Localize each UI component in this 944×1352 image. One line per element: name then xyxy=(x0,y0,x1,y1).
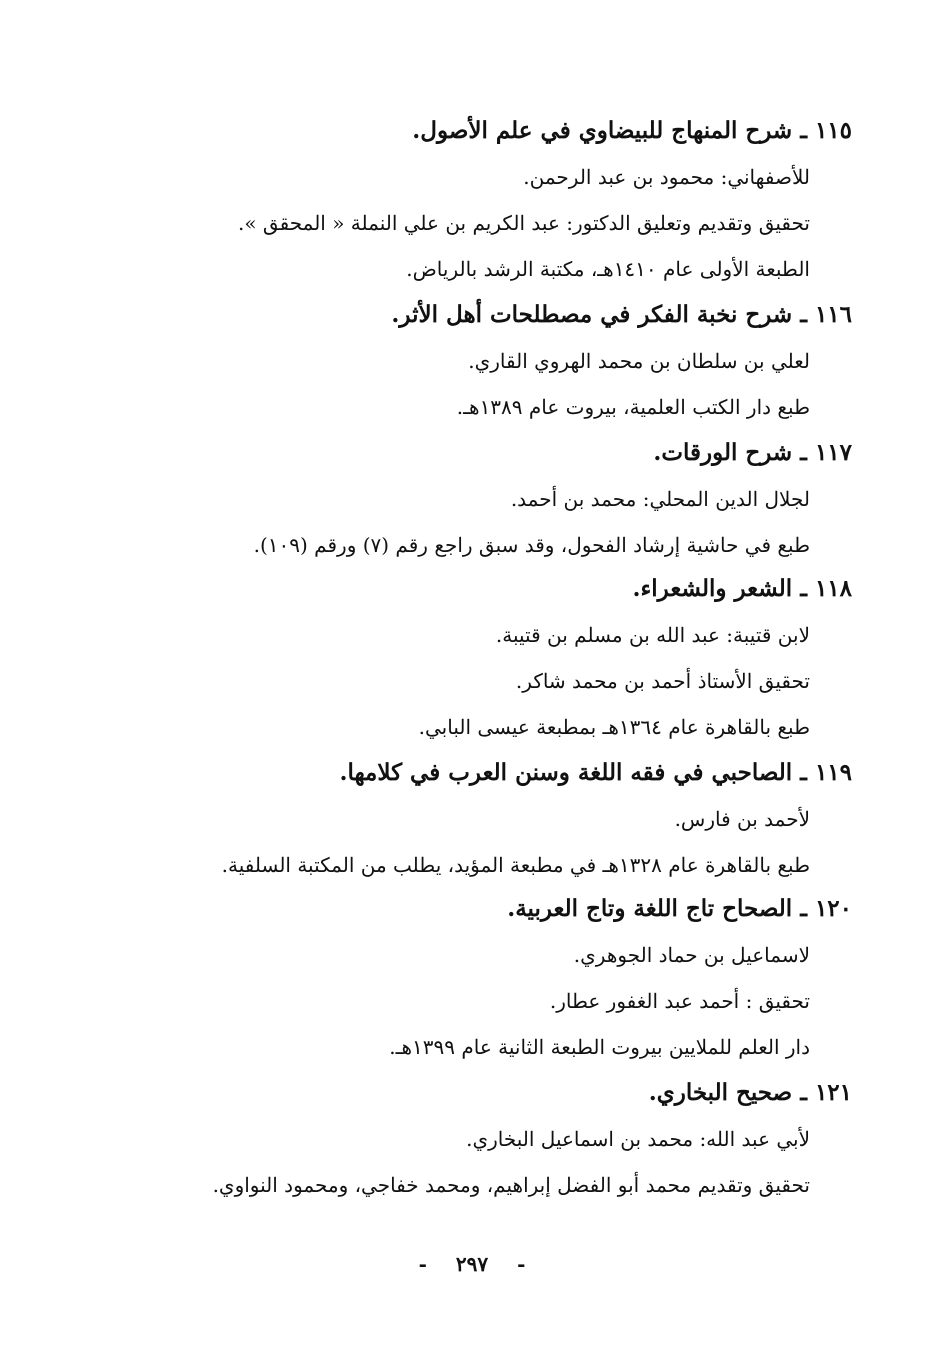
entry-line: تحقيق وتقديم وتعليق الدكتور: عبد الكريم بن علي النملة « المحقق ». xyxy=(237,211,810,235)
entry-115 xyxy=(132,108,852,292)
entry-heading: ١١٨ ـ الشعر والشعراء. xyxy=(632,575,852,602)
footer-dash-right: - xyxy=(517,1252,526,1276)
entry-line: طبع في حاشية إرشاد الفحول، وقد سبق راجع رقم (٧) ورقم (١٠٩). xyxy=(253,533,810,557)
entry-line: طبع دار الكتب العلمية، بيروت عام ١٣٨٩هـ. xyxy=(456,395,810,419)
entry-line: لأحمد بن فارس. xyxy=(674,807,810,831)
entry-heading: ١٢١ ـ صحيح البخاري. xyxy=(648,1079,852,1106)
entry-line: لجلال الدين المحلي: محمد بن أحمد. xyxy=(510,487,810,511)
entry-line: تحقيق الأستاذ أحمد بن محمد شاكر. xyxy=(515,669,810,693)
entry-heading: ١٢٠ ـ الصحاح تاج اللغة وتاج العربية. xyxy=(507,895,852,922)
entry-heading: ١١٩ ـ الصاحبي في فقه اللغة وسنن العرب في كلامها. xyxy=(339,759,852,786)
entry-119 xyxy=(132,750,852,888)
page-footer xyxy=(0,1252,944,1276)
entry-118 xyxy=(132,566,852,750)
entry-line: تحقيق : أحمد عبد الغفور عطار. xyxy=(549,989,810,1013)
entry-117 xyxy=(132,430,852,568)
entry-line: دار العلم للملايين بيروت الطبعة الثانية عام ١٣٩٩هـ. xyxy=(389,1035,810,1059)
entry-heading: ١١٥ ـ شرح المنهاج للبيضاوي في علم الأصول. xyxy=(412,117,852,144)
footer-dash-left: - xyxy=(418,1252,427,1276)
entry-line: الطبعة الأولى عام ١٤١٠هـ، مكتبة الرشد بالرياض. xyxy=(406,257,810,281)
entry-line: لابن قتيبة: عبد الله بن مسلم بن قتيبة. xyxy=(495,623,810,647)
entry-121 xyxy=(132,1070,852,1208)
entry-120 xyxy=(132,886,852,1070)
entry-116 xyxy=(132,292,852,430)
entry-line: لأبي عبد الله: محمد بن اسماعيل البخاري. xyxy=(466,1127,810,1151)
entry-line: تحقيق وتقديم محمد أبو الفضل إبراهيم، ومحمد خفاجي، ومحمود النواوي. xyxy=(212,1173,810,1197)
entry-line: لعلي بن سلطان بن محمد الهروي القاري. xyxy=(468,349,810,373)
entry-heading: ١١٦ ـ شرح نخبة الفكر في مصطلحات أهل الأثر. xyxy=(391,301,852,328)
entry-heading: ١١٧ ـ شرح الورقات. xyxy=(653,439,852,466)
entry-line: لاسماعيل بن حماد الجوهري. xyxy=(573,943,810,967)
entry-line: للأصفهاني: محمود بن عبد الرحمن. xyxy=(523,165,810,189)
page-number: ٢٩٧ xyxy=(455,1252,489,1276)
entry-line: طبع بالقاهرة عام ١٣٢٨هـ في مطبعة المؤيد، يطلب من المكتبة السلفية. xyxy=(221,853,810,877)
entry-line: طبع بالقاهرة عام ١٣٦٤هـ بمطبعة عيسى البابي. xyxy=(418,715,810,739)
